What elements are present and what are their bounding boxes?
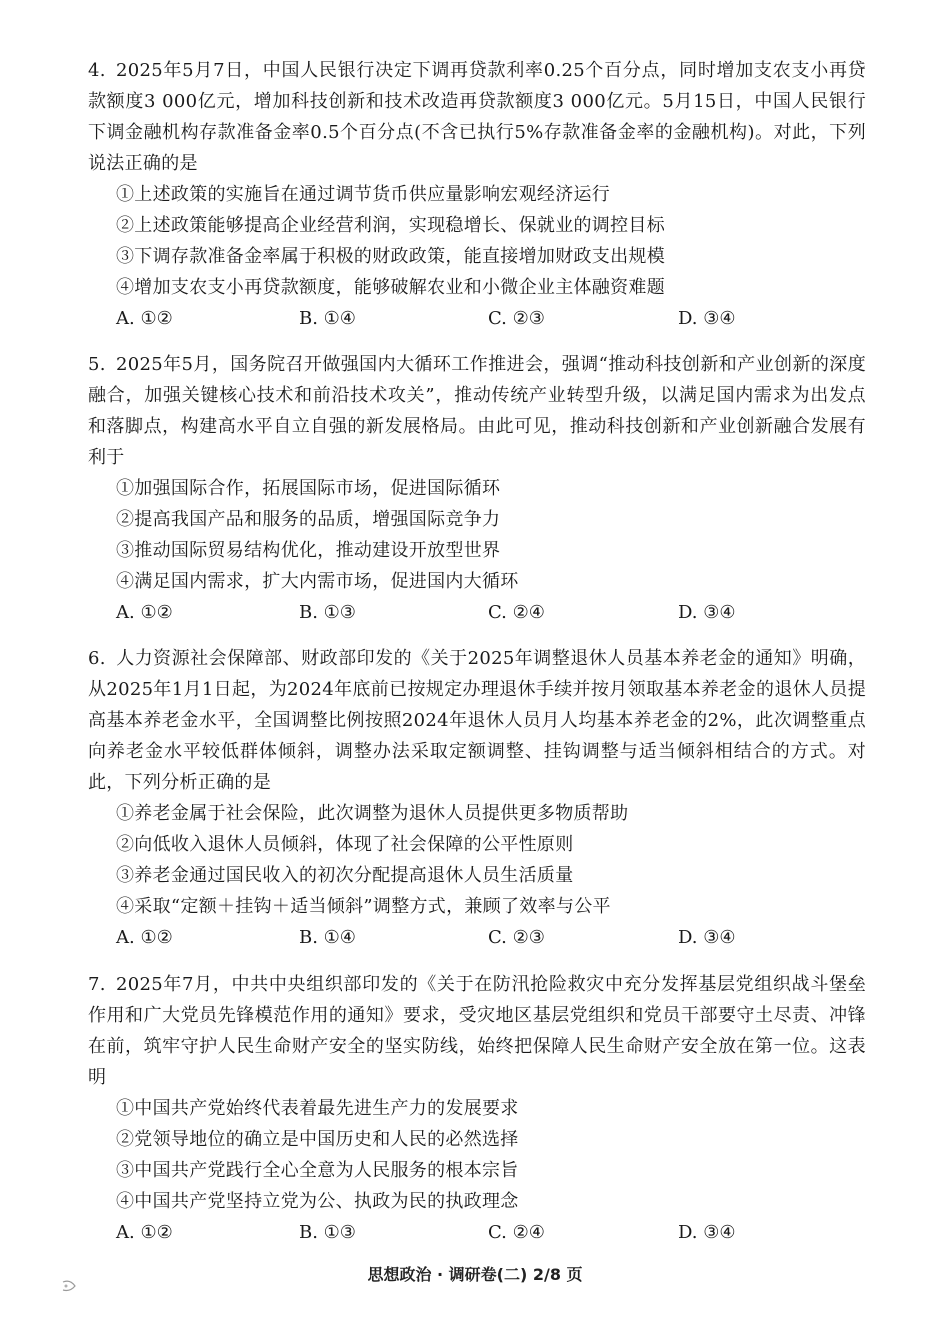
option-3: ③下调存款准备金率属于积极的财政政策，能直接增加财政支出规模 xyxy=(116,246,665,267)
question-number: 4. xyxy=(88,60,106,81)
question-5 xyxy=(88,349,866,628)
answer-a[interactable]: A. ①② xyxy=(116,1222,173,1243)
question-stem xyxy=(88,55,866,179)
question-7 xyxy=(88,969,866,1248)
answer-d[interactable]: D. ③④ xyxy=(678,927,736,948)
question-stem xyxy=(88,969,866,1093)
question-4 xyxy=(88,55,866,334)
answer-b[interactable]: B. ①③ xyxy=(299,602,356,623)
option-3: ③中国共产党践行全心全意为人民服务的根本宗旨 xyxy=(116,1160,519,1181)
page-footer: 思想政治 · 调研卷(二) 2/8 页 xyxy=(367,1265,583,1284)
option-4: ④中国共产党坚持立党为公、执政为民的执政理念 xyxy=(116,1191,519,1212)
scanner-mark-icon xyxy=(60,1278,78,1296)
option-1: ①养老金属于社会保险，此次调整为退休人员提供更多物质帮助 xyxy=(116,803,629,824)
option-1: ①加强国际合作，拓展国际市场，促进国际循环 xyxy=(116,478,501,499)
question-text: 2025年5月，国务院召开做强国内大循环工作推进会，强调“推动科技创新和产业创新的深度融合，加强关键核心技术和前沿技术攻关”，推动传统产业转型升级，以满足国内需求为出发点和落脚点，构建高水平自立自强的新发展格局。由此可见，推动科技创新和产业创新融合发展有利于 xyxy=(88,354,866,468)
option-3: ③养老金通过国民收入的初次分配提高退休人员生活质量 xyxy=(116,865,574,886)
question-text: 2025年5月7日，中国人民银行决定下调再贷款利率0.25个百分点，同时增加支农支小再贷款额度3 000亿元，增加科技创新和技术改造再贷款额度3 000亿元。5月15日，中国人民银行下调金融机构存款准备金率0.5个百分点(不含已执行5%存款准备金率的金融机构)。对此，下列说法正确的是 xyxy=(88,60,866,174)
question-number: 5. xyxy=(88,354,106,375)
answer-b[interactable]: B. ①③ xyxy=(299,1222,356,1243)
answer-choices xyxy=(116,303,866,334)
answer-d[interactable]: D. ③④ xyxy=(678,1222,736,1243)
option-4: ④满足国内需求，扩大内需市场，促进国内大循环 xyxy=(116,571,519,592)
option-2: ②提高我国产品和服务的品质，增强国际竞争力 xyxy=(116,509,501,530)
answer-c[interactable]: C. ②③ xyxy=(488,927,545,948)
answer-c[interactable]: C. ②④ xyxy=(488,1222,545,1243)
question-text: 2025年7月，中共中央组织部印发的《关于在防汛抢险救灾中充分发挥基层党组织战斗堡垒作用和广大党员先锋模范作用的通知》要求，受灾地区基层党组织和党员干部要守土尽责、冲锋在前，筑牢守护人民生命财产安全的坚实防线，始终把保障人民生命财产安全放在第一位。这表明 xyxy=(88,974,866,1088)
option-1: ①中国共产党始终代表着最先进生产力的发展要求 xyxy=(116,1098,519,1119)
option-3: ③推动国际贸易结构优化，推动建设开放型世界 xyxy=(116,540,501,561)
answer-a[interactable]: A. ①② xyxy=(116,308,173,329)
answer-b[interactable]: B. ①④ xyxy=(299,927,356,948)
answer-a[interactable]: A. ①② xyxy=(116,927,173,948)
question-stem xyxy=(88,349,866,473)
option-2: ②党领导地位的确立是中国历史和人民的必然选择 xyxy=(116,1129,519,1150)
question-stem xyxy=(88,643,866,798)
question-number: 7. xyxy=(88,974,106,995)
option-1: ①上述政策的实施旨在通过调节货币供应量影响宏观经济运行 xyxy=(116,184,611,205)
option-2: ②向低收入退休人员倾斜，体现了社会保障的公平性原则 xyxy=(116,834,574,855)
question-text: 人力资源社会保障部、财政部印发的《关于2025年调整退休人员基本养老金的通知》明确，从2025年1月1日起，为2024年底前已按规定办理退休手续并按月领取基本养老金的退休人员提高基本养老金水平，全国调整比例按照2024年退休人员月人均基本养老金的2%，此次调整重点向养老金水平较低群体倾斜，调整办法采取定额调整、挂钩调整与适当倾斜相结合的方式。对此，下列分析正确的是 xyxy=(88,648,866,793)
option-2: ②上述政策能够提高企业经营利润，实现稳增长、保就业的调控目标 xyxy=(116,215,665,236)
option-4: ④增加支农支小再贷款额度，能够破解农业和小微企业主体融资难题 xyxy=(116,277,665,298)
answer-b[interactable]: B. ①④ xyxy=(299,308,356,329)
answer-d[interactable]: D. ③④ xyxy=(678,308,736,329)
answer-a[interactable]: A. ①② xyxy=(116,602,173,623)
answer-choices xyxy=(116,922,866,953)
option-4: ④采取“定额＋挂钩＋适当倾斜”调整方式，兼顾了效率与公平 xyxy=(116,896,611,917)
answer-d[interactable]: D. ③④ xyxy=(678,602,736,623)
answer-c[interactable]: C. ②③ xyxy=(488,308,545,329)
question-number: 6. xyxy=(88,648,106,669)
answer-choices xyxy=(116,597,866,628)
answer-choices xyxy=(116,1217,866,1248)
question-6 xyxy=(88,643,866,953)
answer-c[interactable]: C. ②④ xyxy=(488,602,545,623)
